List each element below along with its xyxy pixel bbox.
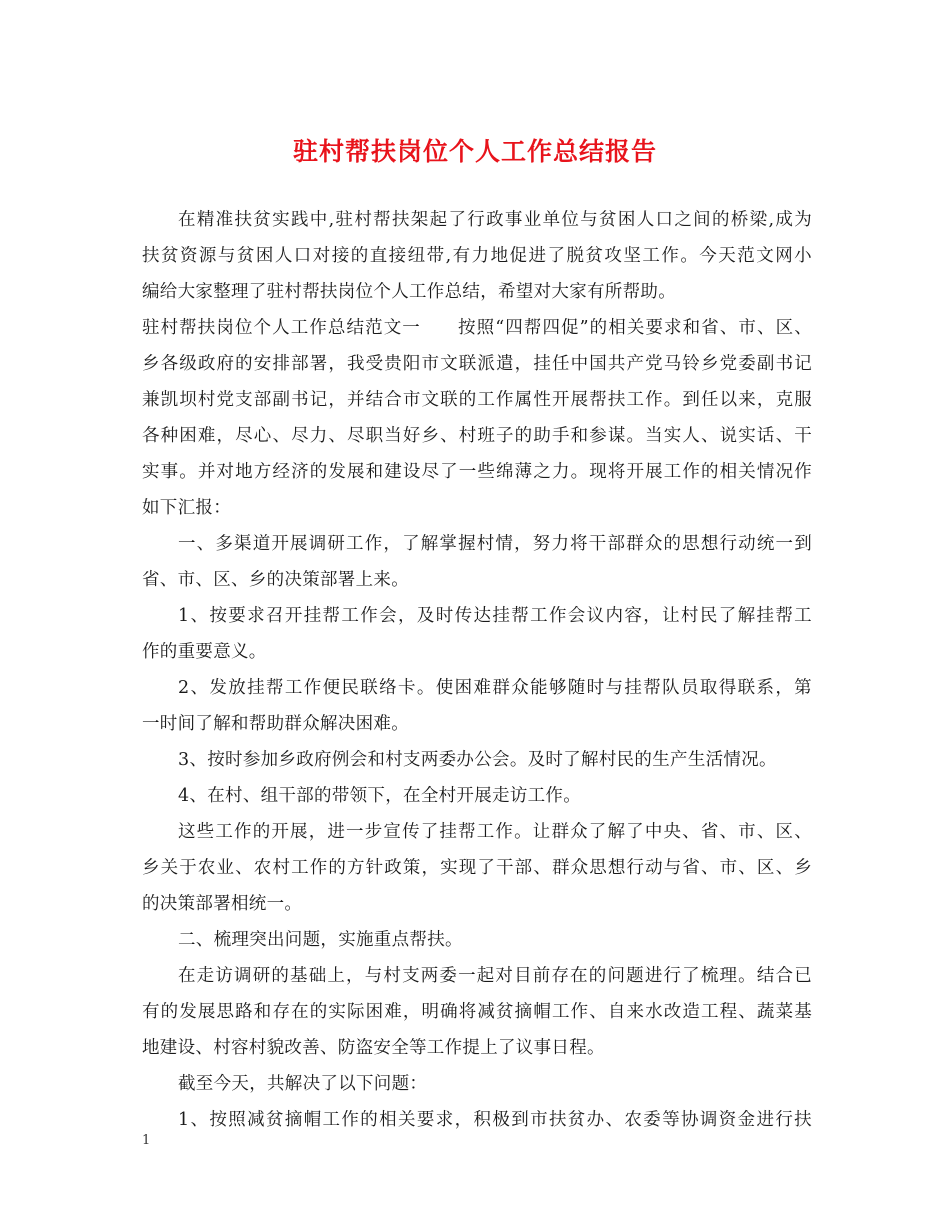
paragraph-line: 这些工作的开展，进一步宣传了挂帮工作。让群众了解了中央、省、市、区、 <box>178 822 812 842</box>
page-number: 1 <box>142 1133 151 1148</box>
section-heading-line: 二、梳理突出问题，实施重点帮扶。 <box>178 930 463 950</box>
list-item-line: 一时间了解和帮助群众解决困难。 <box>142 714 409 734</box>
list-item-line: 2、发放挂帮工作便民联络卡。使困难群众能够随时与挂帮队员取得联系，第 <box>178 678 812 698</box>
paragraph-line: 兼凯坝村党支部副书记，并结合市文联的工作属性开展帮扶工作。到任以来，克服 <box>142 390 812 410</box>
paragraph-line: 乡关于农业、农村工作的方针政策，实现了干部、群众思想行动与省、市、区、乡 <box>142 858 812 878</box>
list-item-line: 4、在村、组干部的带领下，在全村开展走访工作。 <box>178 786 582 806</box>
paragraph-line: 各种困难，尽心、尽力、尽职当好乡、村班子的助手和参谋。当实人、说实话、干 <box>142 426 812 446</box>
list-item-line: 作的重要意义。 <box>142 642 267 662</box>
paragraph-line: 省、市、区、乡的决策部署上来。 <box>142 570 409 590</box>
document-title: 驻村帮扶岗位个人工作总结报告 <box>292 137 657 166</box>
paragraph-line: 在精准扶贫实践中,驻村帮扶架起了行政事业单位与贫困人口之间的桥梁,成为 <box>178 210 812 230</box>
paragraph-line: 实事。并对地方经济的发展和建设尽了一些绵薄之力。现将开展工作的相关情况作 <box>142 462 812 482</box>
paragraph-line: 的决策部署相统一。 <box>142 894 303 914</box>
paragraph-line: 乡各级政府的安排部署，我受贵阳市文联派遣，挂任中国共产党马铃乡党委副书记 <box>142 354 812 374</box>
list-item-line: 1、按照减贫摘帽工作的相关要求，积极到市扶贫办、农委等协调资金进行扶 <box>178 1110 812 1130</box>
section-heading-line: 一、多渠道开展调研工作，了解掌握村情，努力将干部群众的思想行动统一到 <box>178 534 812 554</box>
paragraph-line: 有的发展思路和存在的实际困难，明确将减贫摘帽工作、自来水改造工程、蔬菜基 <box>142 1002 812 1022</box>
paragraph-line: 扶贫资源与贫困人口对接的直接纽带,有力地促进了脱贫攻坚工作。今天范文网小 <box>142 246 812 266</box>
paragraph-line: 在走访调研的基础上，与村支两委一起对目前存在的问题进行了梳理。结合已 <box>178 966 812 986</box>
paragraph-line: 编给大家整理了驻村帮扶岗位个人工作总结，希望对大家有所帮助。 <box>142 282 676 302</box>
paragraph-line: 截至今天，共解决了以下问题： <box>178 1074 428 1094</box>
list-item-line: 3、按时参加乡政府例会和村支两委办公会。及时了解村民的生产生活情况。 <box>178 750 777 770</box>
paragraph-line: 地建设、村容村貌改善、防盗安全等工作提上了议事日程。 <box>142 1038 605 1058</box>
list-item-line: 1、按要求召开挂帮工作会，及时传达挂帮工作会议内容，让村民了解挂帮工 <box>178 606 812 626</box>
paragraph-line: 驻村帮扶岗位个人工作总结范文一 按照“四帮四促”的相关要求和省、市、区、 <box>142 318 812 338</box>
paragraph-line: 如下汇报： <box>142 498 231 518</box>
